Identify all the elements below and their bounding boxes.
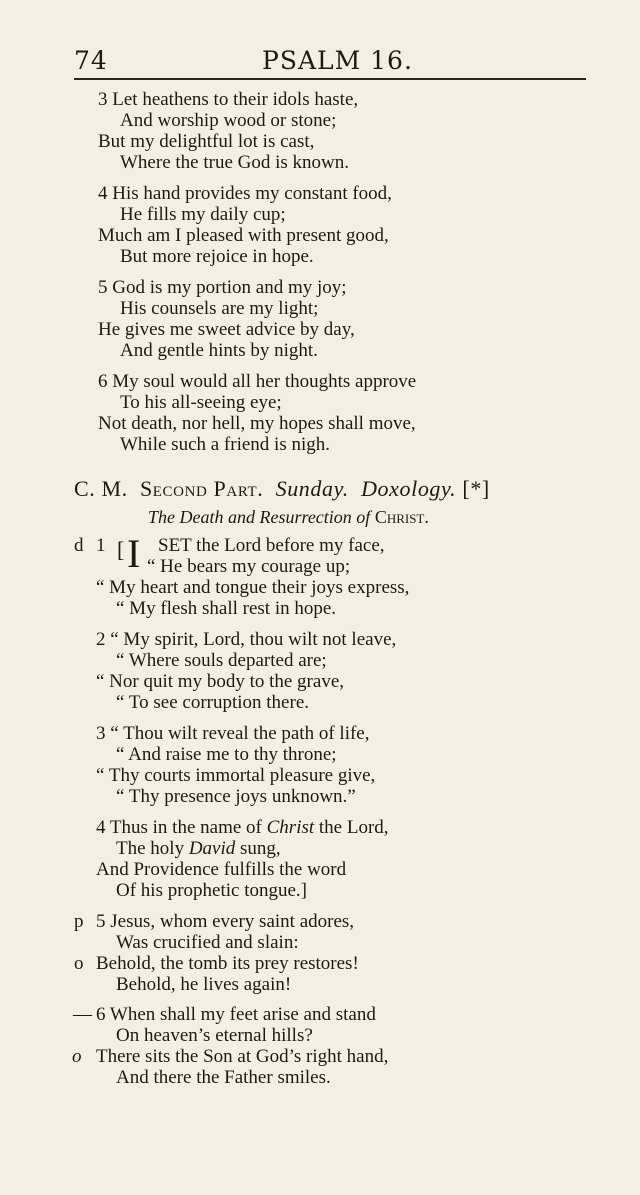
- verse-line: While such a friend is nigh.: [120, 434, 331, 455]
- verse-line: Where the true God is known.: [120, 152, 349, 173]
- heading-part: Second Part.: [139, 476, 264, 501]
- verse-line: “ Nor quit my body to the grave,: [96, 671, 345, 692]
- heading-tune: Sunday.: [275, 476, 349, 501]
- verse-line: “ Thy courts immortal pleasure give,: [96, 765, 376, 786]
- verse-line: 6 When shall my feet arise and stand: [96, 1004, 376, 1025]
- heading-meter: C. M.: [74, 476, 128, 501]
- verse-number: 1: [96, 535, 106, 556]
- verse-line: [96, 817, 389, 839]
- verse-line: “ Thy presence joys unknown.”: [116, 786, 356, 807]
- verse-text: The holy: [116, 838, 189, 859]
- verse-line: “ Where souls departed are;: [116, 650, 327, 671]
- page-header: [74, 40, 586, 80]
- verse-line: Much am I pleased with present good,: [98, 225, 389, 246]
- verse-line: He fills my daily cup;: [120, 204, 286, 225]
- drop-cap: I: [127, 531, 141, 576]
- verse-line: “ My flesh shall rest in hope.: [116, 598, 337, 619]
- part-subtitle: [148, 507, 429, 528]
- verse-text-italic: David: [188, 838, 236, 859]
- verse-line: 3 Let heathens to their idols haste,: [98, 89, 359, 110]
- verse-line: But my delightful lot is cast,: [98, 131, 315, 152]
- verse-line: Behold, the tomb its prey restores!: [96, 953, 359, 974]
- verse-line: Was crucified and slain:: [116, 932, 299, 953]
- verse-line: “ To see corruption there.: [116, 692, 309, 713]
- verse-line: SET the Lord before my face,: [158, 535, 385, 556]
- verse-line: 4 His hand provides my constant food,: [98, 183, 392, 204]
- verse-line: “ And raise me to thy throne;: [116, 744, 337, 765]
- running-title: PSALM 16.: [262, 46, 413, 75]
- heading-doxology: Doxology.: [361, 476, 457, 501]
- verse-line: 3 “ Thou wilt reveal the path of life,: [96, 723, 370, 744]
- verse-line: Of his prophetic tongue.]: [116, 880, 308, 901]
- verse-line: And Providence fulfills the word: [96, 859, 347, 880]
- open-bracket: [: [117, 537, 125, 562]
- verse-text: 4 Thus in the name of: [96, 817, 267, 838]
- verse-line: Not death, nor hell, my hopes shall move,: [98, 413, 416, 434]
- margin-mark: o: [72, 1046, 82, 1067]
- verse-line: His counsels are my light;: [120, 298, 319, 319]
- verse-line: “ My heart and tongue their joys express,: [96, 577, 410, 598]
- verse-line: He gives me sweet advice by day,: [98, 319, 355, 340]
- subtitle-name: Christ.: [374, 507, 429, 527]
- verse-line: 5 Jesus, whom every saint adores,: [96, 911, 355, 932]
- subtitle-text: The Death and Resurrection of: [148, 507, 371, 527]
- part-heading: [74, 476, 490, 502]
- verse-line: And there the Father smiles.: [116, 1067, 331, 1088]
- verse-line: And worship wood or stone;: [120, 110, 337, 131]
- verse-text: sung,: [235, 838, 281, 859]
- verse-line: And gentle hints by night.: [120, 340, 318, 361]
- margin-mark: p: [74, 911, 84, 932]
- verse-line: But more rejoice in hope.: [120, 246, 314, 267]
- verse-text: the Lord,: [314, 817, 389, 838]
- margin-mark: —: [73, 1004, 92, 1025]
- verse-text-italic: Christ: [266, 817, 315, 838]
- verse-line: On heaven’s eternal hills?: [116, 1025, 313, 1046]
- verse-line: Behold, he lives again!: [116, 974, 292, 995]
- verse-line: To his all-seeing eye;: [120, 392, 282, 413]
- margin-mark: d: [74, 535, 84, 556]
- page-number: 74: [74, 46, 108, 75]
- header-rule: [74, 78, 586, 80]
- heading-mark: [*]: [462, 476, 490, 501]
- verse-line: 5 God is my portion and my joy;: [98, 277, 347, 298]
- margin-mark: o: [74, 953, 84, 974]
- verse-line: 2 “ My spirit, Lord, thou wilt not leave,: [96, 629, 397, 650]
- verse-line: “ He bears my courage up;: [147, 556, 351, 577]
- verse-line: There sits the Son at God’s right hand,: [96, 1046, 389, 1067]
- verse-line: [116, 838, 281, 860]
- verse-line: 6 My soul would all her thoughts approve: [98, 371, 417, 392]
